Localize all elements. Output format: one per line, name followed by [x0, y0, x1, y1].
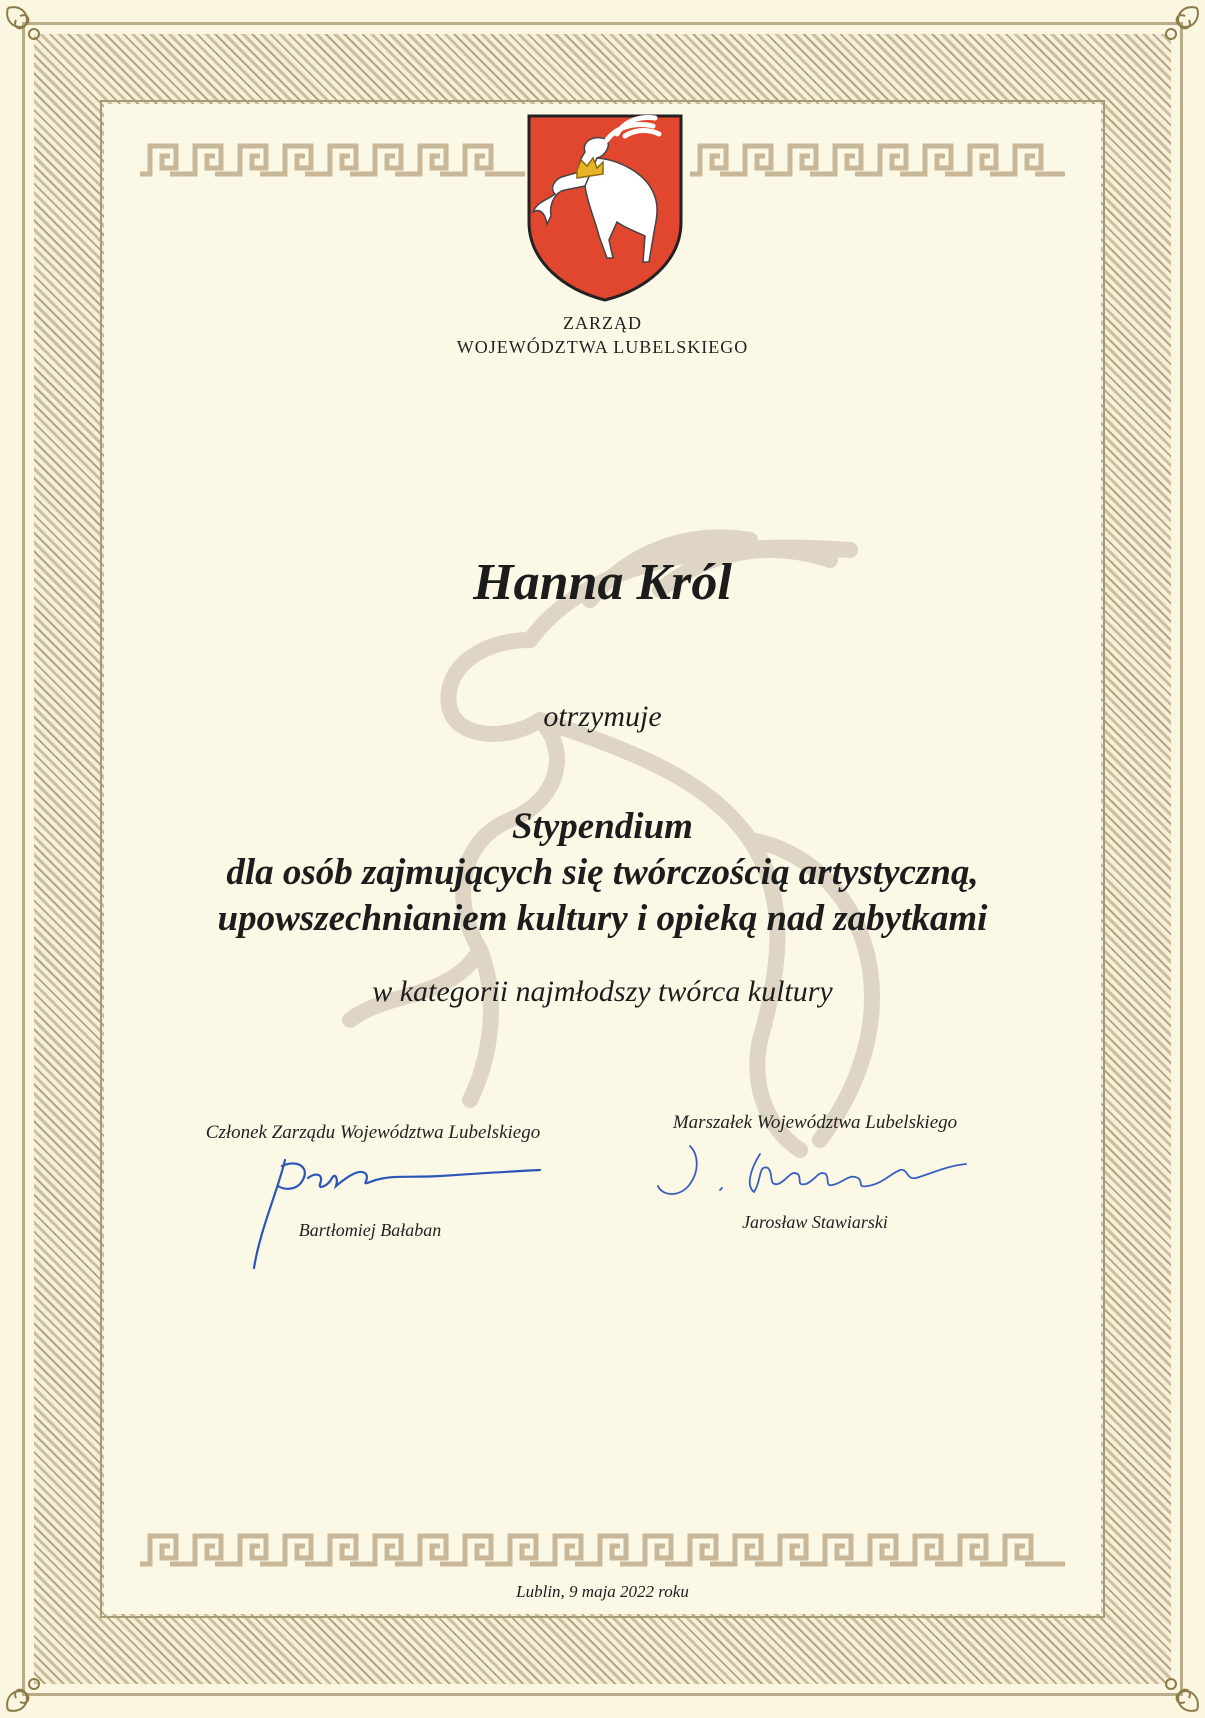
award-line-1: dla osób zajmujących się twórczością artystyczną, — [226, 852, 979, 893]
signature-1 — [240, 1150, 550, 1275]
recipient-name: Hanna Król — [473, 554, 732, 611]
header-line-1: ZARZĄD — [563, 313, 642, 333]
award-title: Stypendium — [512, 806, 693, 847]
coat-of-arms-icon — [525, 112, 685, 302]
corner-ornament-icon — [0, 0, 64, 64]
signatory-2-title: Marszałek Województwa Lubelskiego — [672, 1112, 958, 1133]
corner-ornament-icon — [1141, 1654, 1205, 1718]
greek-key-band-bottom — [140, 1530, 1065, 1568]
corner-ornament-icon — [1141, 0, 1205, 64]
award-category: w kategorii najmłodszy twórca kultury — [372, 975, 833, 1008]
place-date: Lublin, 9 maja 2022 roku — [516, 1582, 689, 1601]
greek-key-band-right — [690, 140, 1065, 178]
signatory-2-name: Jarosław Stawiarski — [742, 1212, 888, 1232]
award-line-2: upowszechnianiem kultury i opieką nad zabytkami — [217, 898, 988, 939]
signatory-1-title: Członek Zarządu Województwa Lubelskiego — [205, 1122, 541, 1143]
header-line-2: WOJEWÓDZTWA LUBELSKIEGO — [456, 337, 749, 357]
signatory-1-name: Bartłomiej Bałaban — [298, 1220, 442, 1240]
corner-ornament-icon — [0, 1654, 64, 1718]
verb-text: otrzymuje — [543, 700, 662, 733]
greek-key-band-left — [140, 140, 525, 178]
signature-2 — [650, 1140, 970, 1210]
